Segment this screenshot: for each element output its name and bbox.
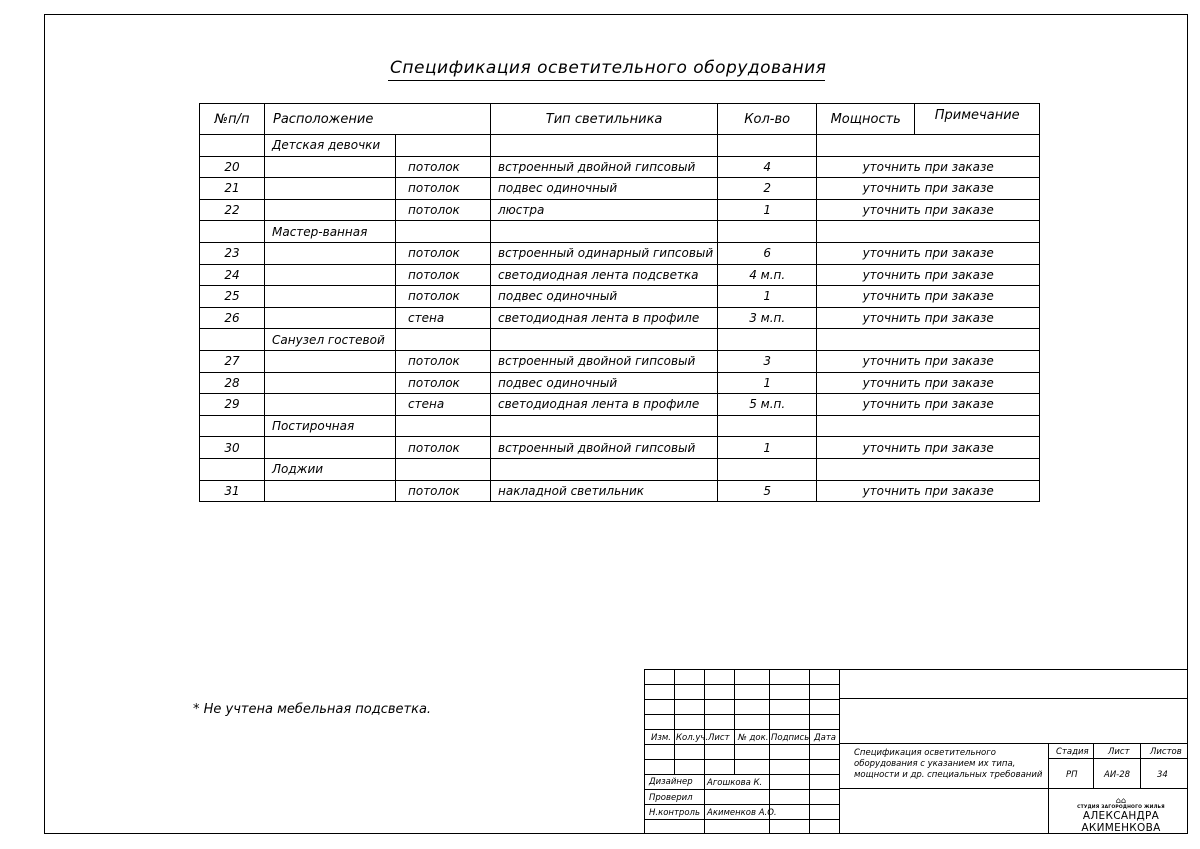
tb-stage-label: Стадия <box>1056 747 1089 757</box>
tb-col-koluch: Кол.уч. <box>676 733 709 743</box>
room-row <box>200 329 1040 351</box>
room-cell <box>265 350 396 372</box>
header-place: Расположение <box>265 104 491 135</box>
room-name: Постирочная <box>265 415 396 437</box>
qty-cell <box>718 135 817 157</box>
row-note: уточнить при заказе <box>817 242 1040 264</box>
room-cell <box>265 242 396 264</box>
tb-col-list: Лист <box>708 733 730 743</box>
row-note: уточнить при заказе <box>817 178 1040 200</box>
spec-table <box>199 103 1040 502</box>
place-cell <box>396 135 491 157</box>
row-placement: потолок <box>396 199 491 221</box>
row-number: 25 <box>200 286 265 308</box>
row-quantity: 4 м.п. <box>718 264 817 286</box>
tb-line <box>809 669 810 834</box>
row-note: уточнить при заказе <box>817 394 1040 416</box>
room-name: Мастер-ванная <box>265 221 396 243</box>
studio-logo <box>1056 797 1186 834</box>
room-name: Санузел гостевой <box>265 329 396 351</box>
table-row <box>200 480 1040 502</box>
header-num: №п/п <box>200 104 265 135</box>
table-row <box>200 264 1040 286</box>
note-cell <box>817 329 1040 351</box>
room-cell <box>265 437 396 459</box>
room-cell <box>265 199 396 221</box>
tb-line <box>839 669 840 834</box>
room-cell <box>265 394 396 416</box>
tb-col-izm: Изм. <box>651 733 671 743</box>
row-note: уточнить при заказе <box>817 372 1040 394</box>
row-fixture-type: подвес одиночный <box>491 286 718 308</box>
logo-big-text: АЛЕКСАНДРА АКИМЕНКОВА <box>1081 810 1161 834</box>
room-cell <box>265 178 396 200</box>
room-row <box>200 415 1040 437</box>
tb-sheet: АИ-28 <box>1104 770 1131 780</box>
row-number: 26 <box>200 307 265 329</box>
row-number: 31 <box>200 480 265 502</box>
room-cell <box>265 286 396 308</box>
row-placement: стена <box>396 394 491 416</box>
row-fixture-type: встроенный одинарный гипсовый <box>491 242 718 264</box>
room-name: Детская девочки <box>265 135 396 157</box>
tb-line <box>704 669 705 834</box>
row-placement: потолок <box>396 372 491 394</box>
page-title: Спецификация осветительного оборудования <box>390 58 827 78</box>
tb-sheets-label: Листов <box>1150 747 1182 757</box>
row-fixture-type: накладной светильник <box>491 480 718 502</box>
table-row <box>200 156 1040 178</box>
row-quantity: 1 <box>718 372 817 394</box>
row-note: уточнить при заказе <box>817 286 1040 308</box>
header-power: Мощность <box>817 104 915 135</box>
place-cell <box>396 221 491 243</box>
room-cell <box>265 480 396 502</box>
row-number: 22 <box>200 199 265 221</box>
row-number: 27 <box>200 350 265 372</box>
row-quantity: 5 <box>718 480 817 502</box>
row-note: уточнить при заказе <box>817 156 1040 178</box>
tb-line <box>1048 743 1049 834</box>
row-note: уточнить при заказе <box>817 264 1040 286</box>
row-note: уточнить при заказе <box>817 199 1040 221</box>
type-cell <box>491 135 718 157</box>
qty-cell <box>718 221 817 243</box>
footnote: * Не учтена мебельная подсветка. <box>193 702 432 717</box>
tb-col-sign: Подпись <box>771 733 810 743</box>
row-placement: потолок <box>396 242 491 264</box>
room-row <box>200 458 1040 480</box>
tb-description: Спецификация осветительного оборудования с указанием их типа, мощности и др. специальных требований <box>854 748 1043 780</box>
num-cell <box>200 329 265 351</box>
room-row <box>200 135 1040 157</box>
row-placement: потолок <box>396 264 491 286</box>
row-quantity: 1 <box>718 286 817 308</box>
table-row <box>200 286 1040 308</box>
type-cell <box>491 458 718 480</box>
row-number: 23 <box>200 242 265 264</box>
table-row <box>200 394 1040 416</box>
num-cell <box>200 135 265 157</box>
tb-line <box>644 669 645 834</box>
table-row <box>200 307 1040 329</box>
room-cell <box>265 372 396 394</box>
row-number: 30 <box>200 437 265 459</box>
row-fixture-type: люстра <box>491 199 718 221</box>
tb-line <box>734 669 735 774</box>
row-number: 21 <box>200 178 265 200</box>
table-row <box>200 372 1040 394</box>
type-cell <box>491 415 718 437</box>
row-fixture-type: светодиодная лента в профиле <box>491 394 718 416</box>
row-number: 24 <box>200 264 265 286</box>
place-cell <box>396 458 491 480</box>
room-cell <box>265 156 396 178</box>
row-fixture-type: встроенный двойной гипсовый <box>491 156 718 178</box>
tb-stage: РП <box>1066 770 1078 780</box>
table-header-row <box>200 104 1040 135</box>
qty-cell <box>718 329 817 351</box>
tb-norm-name: Акименков А.О. <box>707 808 777 818</box>
row-note: уточнить при заказе <box>817 437 1040 459</box>
num-cell <box>200 415 265 437</box>
row-quantity: 2 <box>718 178 817 200</box>
tb-line <box>1140 743 1141 788</box>
type-cell <box>491 221 718 243</box>
tb-line <box>1093 743 1094 788</box>
tb-line <box>840 698 1188 699</box>
row-fixture-type: подвес одиночный <box>491 178 718 200</box>
logo-mark-icon: ⌂⌂ <box>1115 796 1127 805</box>
header-note: Примечание <box>915 104 1040 135</box>
table-row <box>200 178 1040 200</box>
type-cell <box>491 329 718 351</box>
row-fixture-type: светодиодная лента в профиле <box>491 307 718 329</box>
table-row <box>200 199 1040 221</box>
row-placement: потолок <box>396 178 491 200</box>
row-placement: потолок <box>396 286 491 308</box>
tb-line <box>840 743 1188 744</box>
place-cell <box>396 415 491 437</box>
row-quantity: 6 <box>718 242 817 264</box>
num-cell <box>200 221 265 243</box>
row-number: 29 <box>200 394 265 416</box>
row-note: уточнить при заказе <box>817 307 1040 329</box>
row-note: уточнить при заказе <box>817 480 1040 502</box>
tb-col-doc: № док. <box>738 733 769 743</box>
num-cell <box>200 458 265 480</box>
row-quantity: 4 <box>718 156 817 178</box>
row-placement: потолок <box>396 437 491 459</box>
tb-designer-label: Дизайнер <box>649 777 693 787</box>
header-type: Тип светильника <box>491 104 718 135</box>
tb-line <box>840 788 1188 789</box>
row-placement: потолок <box>396 350 491 372</box>
qty-cell <box>718 458 817 480</box>
row-placement: потолок <box>396 156 491 178</box>
row-quantity: 5 м.п. <box>718 394 817 416</box>
row-fixture-type: подвес одиночный <box>491 372 718 394</box>
note-cell <box>817 221 1040 243</box>
row-quantity: 1 <box>718 199 817 221</box>
title-block <box>644 669 1188 834</box>
row-quantity: 1 <box>718 437 817 459</box>
room-row <box>200 221 1040 243</box>
row-placement: потолок <box>396 480 491 502</box>
qty-cell <box>718 415 817 437</box>
row-quantity: 3 м.п. <box>718 307 817 329</box>
table-row <box>200 242 1040 264</box>
tb-norm-label: Н.контроль <box>649 808 700 818</box>
table-row <box>200 437 1040 459</box>
tb-sheets: 34 <box>1157 770 1168 780</box>
row-quantity: 3 <box>718 350 817 372</box>
tb-line <box>674 669 675 774</box>
row-number: 20 <box>200 156 265 178</box>
tb-sheet-label: Лист <box>1108 747 1130 757</box>
note-cell <box>817 135 1040 157</box>
row-fixture-type: встроенный двойной гипсовый <box>491 350 718 372</box>
room-cell <box>265 307 396 329</box>
room-cell <box>265 264 396 286</box>
row-number: 28 <box>200 372 265 394</box>
tb-line <box>644 669 1188 670</box>
note-cell <box>817 415 1040 437</box>
table-row <box>200 350 1040 372</box>
room-name: Лоджии <box>265 458 396 480</box>
row-placement: стена <box>396 307 491 329</box>
tb-checked-label: Проверил <box>649 793 693 803</box>
tb-designer-name: Агошкова К. <box>707 778 763 788</box>
row-note: уточнить при заказе <box>817 350 1040 372</box>
row-fixture-type: встроенный двойной гипсовый <box>491 437 718 459</box>
tb-col-date: Дата <box>814 733 837 743</box>
row-fixture-type: светодиодная лента подсветка <box>491 264 718 286</box>
tb-line <box>1048 758 1188 759</box>
note-cell <box>817 458 1040 480</box>
title-underline <box>388 80 825 81</box>
header-qty: Кол-во <box>718 104 817 135</box>
logo-small-text: СТУДИЯ ЗАГОРОДНОГО ЖИЛЬЯ <box>1077 805 1165 810</box>
place-cell <box>396 329 491 351</box>
